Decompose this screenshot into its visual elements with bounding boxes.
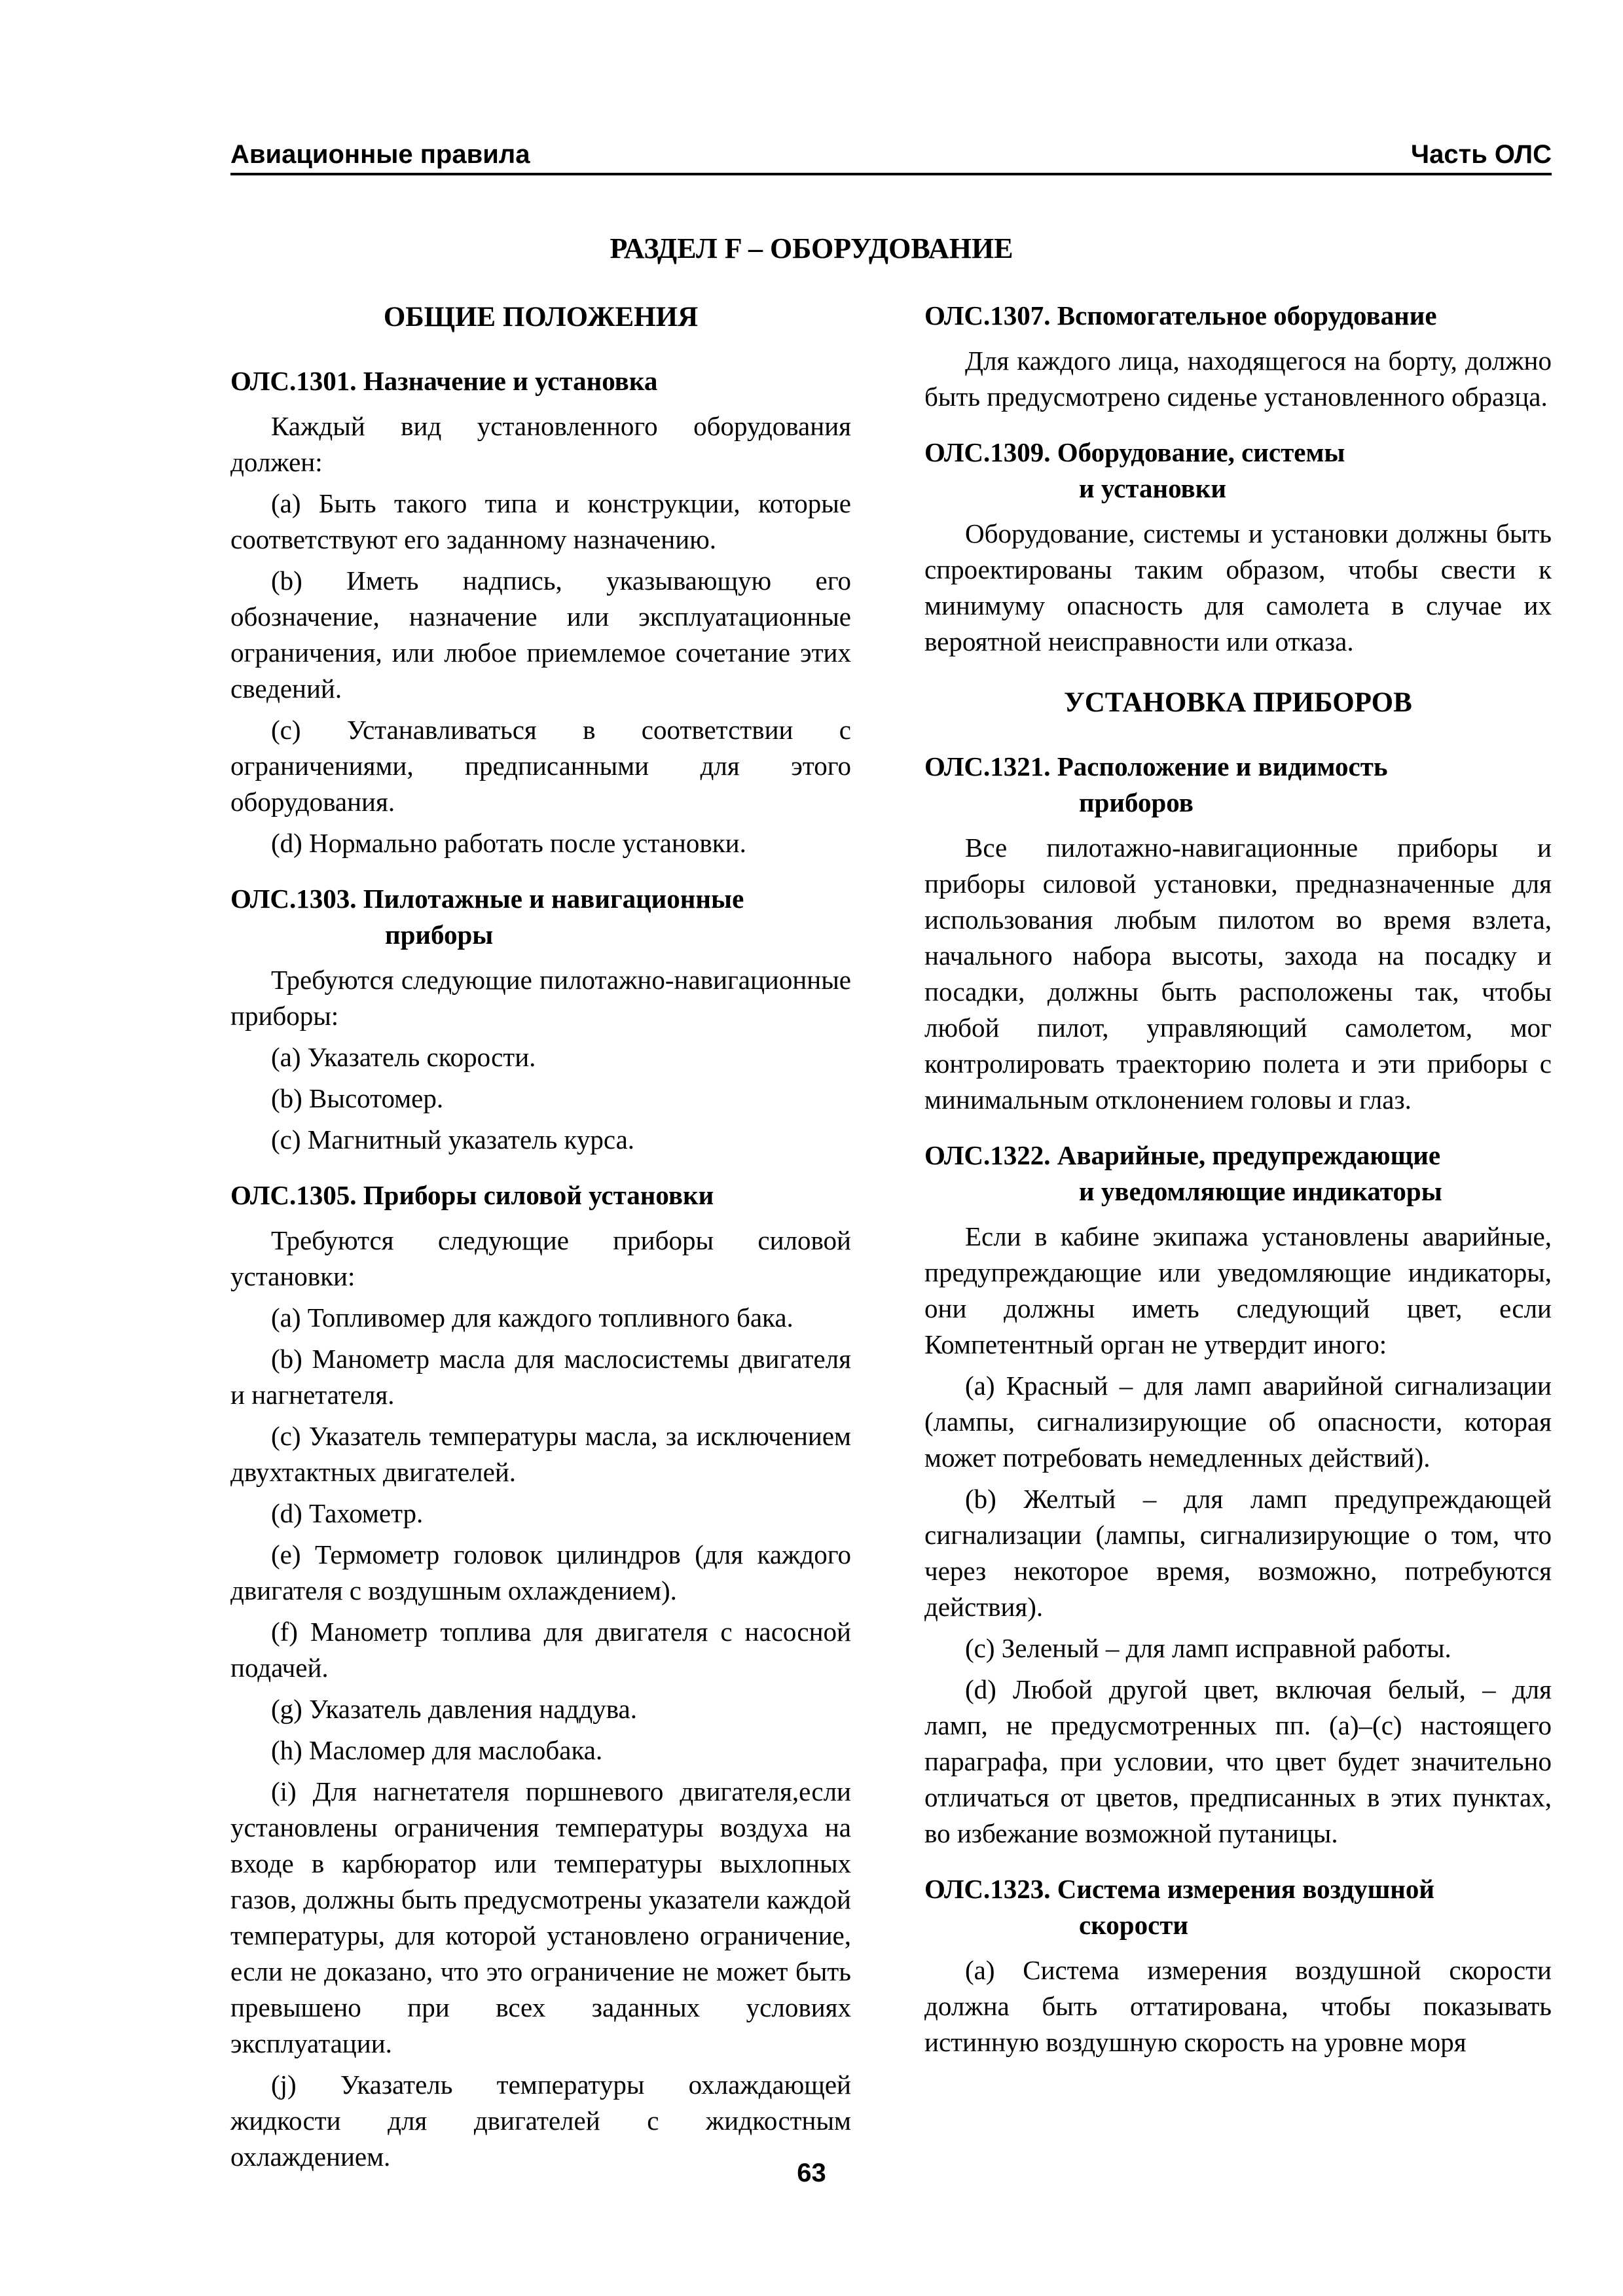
- clause-1321-title: [924, 749, 1552, 821]
- clause-1301-intro: Каждый вид установленного оборудования должен:: [230, 411, 851, 477]
- subhead-instruments: УСТАНОВКА ПРИБОРОВ: [1064, 687, 1412, 718]
- clause-1303-c: (с) Магнитный указатель курса.: [271, 1124, 635, 1155]
- clause-1322-title-line1: ОЛС.1322. Аварийные, предупреждающие: [924, 1140, 1441, 1170]
- clause-1301-c: (с) Устанавливаться в соответствии с ограничениями, предписанными для этого оборудования.: [230, 715, 851, 817]
- clause-1309-title-line2: и установки: [1079, 473, 1226, 503]
- header-part-label: Часть ОЛС: [1411, 140, 1552, 169]
- clause-1305-c: (с) Указатель температуры масла, за исключением двухтактных двигателей.: [230, 1421, 851, 1487]
- clause-1301-d: (d) Нормально работать после установки.: [271, 828, 746, 858]
- clause-1301-title: ОЛС.1301. Назначение и установка: [230, 366, 658, 396]
- clause-1307-text: Для каждого лица, находящегося на борту, должно быть предусмотрено сиденье установленного образца.: [924, 346, 1552, 412]
- right-column: [924, 298, 1552, 2066]
- clause-1305-title: ОЛС.1305. Приборы силовой установки: [230, 1180, 714, 1210]
- clause-1322-d: (d) Любой другой цвет, включая белый, – для ламп, не предусмотренных пп. (а)–(с) настоящего параграфа, при условии, что цвет будет значительно отличаться от цветов, предписанных в этих пунктах, во избежание возможной путаницы.: [924, 1674, 1552, 1848]
- clause-1322-c: (с) Зеленый – для ламп исправной работы.: [965, 1633, 1451, 1663]
- clause-1305-intro: Требуются следующие приборы силовой установки:: [230, 1225, 851, 1291]
- clause-1305-f: (f) Манометр топлива для двигателя с насосной подачей.: [230, 1617, 851, 1683]
- clause-1322-intro: Если в кабине экипажа установлены аварийные, предупреждающие или уведомляющие индикаторы, они должны иметь следующий цвет, если Компетентный орган не утвердит иного:: [924, 1221, 1552, 1359]
- clause-1305-d: (d) Тахометр.: [271, 1498, 424, 1528]
- clause-1303-a: (а) Указатель скорости.: [271, 1042, 536, 1072]
- page-number: 63: [797, 2159, 826, 2187]
- clause-1305-j: (j) Указатель температуры охлаждающей жидкости для двигателей с жидкостным охлаждением.: [230, 2070, 851, 2172]
- clause-1303-title-line1: ОЛС.1303. Пилотажные и навигационные: [230, 884, 744, 914]
- clause-1303-b: (b) Высотомер.: [271, 1083, 444, 1113]
- clause-1305-i: (i) Для нагнетателя поршневого двигателя,если установлены ограничения температуры воздуха на входе в карбюратор или температуры выхлопных газов, должны быть предусмотрены указатели каждой температуры, для которой установлено ограничение, если не доказано, что это ограничение не может быть превышено при всех заданных условиях эксплуатации.: [230, 1776, 851, 2058]
- clause-1309-text: Оборудование, системы и установки должны быть спроектированы таким образом, чтобы свести к минимуму опасность для самолета в случае их вероятной неисправности или отказа.: [924, 518, 1552, 656]
- clause-1323-title: [924, 1871, 1552, 1943]
- clause-1301-b: (b) Иметь надпись, указывающую его обозначение, назначение или эксплуатационные ограничения, или любое приемлемое сочетание этих сведений.: [230, 565, 851, 704]
- clause-1309-title-line1: ОЛС.1309. Оборудование, системы: [924, 437, 1345, 467]
- clause-1309-title: [924, 435, 1552, 507]
- clause-1322-b: (b) Желтый – для ламп предупреждающей сигнализации (лампы, сигнализирующие о том, что через некоторое время, возможно, потребуются действия).: [924, 1484, 1552, 1622]
- clause-1305-b: (b) Манометр масла для маслосистемы двигателя и нагнетателя.: [230, 1344, 851, 1410]
- clause-1321-title-line1: ОЛС.1321. Расположение и видимость: [924, 751, 1388, 781]
- clause-1303-title-line2: приборы: [385, 920, 494, 950]
- section-title: РАЗДЕЛ F – ОБОРУДОВАНИЕ: [610, 232, 1013, 264]
- clause-1323-a: (а) Система измерения воздушной скорости должна быть оттатирована, чтобы показывать истинную воздушную скорость на уровне моря: [924, 1955, 1552, 2057]
- clause-1305-a: (а) Топливомер для каждого топливного бака.: [271, 1302, 793, 1333]
- clause-1303-title: [230, 881, 851, 953]
- subhead-general: ОБЩИЕ ПОЛОЖЕНИЯ: [383, 302, 699, 332]
- clause-1322-a: (а) Красный – для ламп аварийной сигнализации (лампы, сигнализирующие об опасности, которая может потребовать немедленных действий).: [924, 1371, 1552, 1473]
- left-column: [230, 298, 851, 2180]
- clause-1305-g: (g) Указатель давления наддува.: [271, 1694, 637, 1724]
- clause-1305-e: (е) Термометр головок цилиндров (для каждого двигателя с воздушным охлаждением).: [230, 1539, 851, 1605]
- clause-1322-title-line2: и уведомляющие индикаторы: [1079, 1176, 1442, 1206]
- clause-1323-title-line1: ОЛС.1323. Система измерения воздушной: [924, 1874, 1434, 1904]
- clause-1305-h: (h) Масломер для маслобака.: [271, 1735, 603, 1765]
- clause-1321-text: Все пилотажно-навигационные приборы и приборы силовой установки, предназначенные для использования любым пилотом во время взлета, начального набора высоты, захода на посадку и посадки, должны быть расположены так, чтобы любой пилот, управляющий самолетом, мог контролировать траекторию полета и эти приборы с минимальным отклонением головы и глаз.: [924, 833, 1552, 1115]
- running-header: [230, 136, 1552, 175]
- clause-1307-title: ОЛС.1307. Вспомогательное оборудование: [924, 300, 1437, 331]
- clause-1323-title-line2: скорости: [1079, 1910, 1189, 1940]
- clause-1303-intro: Требуются следующие пилотажно-навигационные приборы:: [230, 965, 851, 1031]
- header-document-title: Авиационные правила: [230, 140, 530, 169]
- clause-1301-a: (а) Быть такого типа и конструкции, которые соответствуют его заданному назначению.: [230, 488, 851, 554]
- clause-1321-title-line2: приборов: [1079, 787, 1194, 817]
- clause-1322-title: [924, 1138, 1552, 1210]
